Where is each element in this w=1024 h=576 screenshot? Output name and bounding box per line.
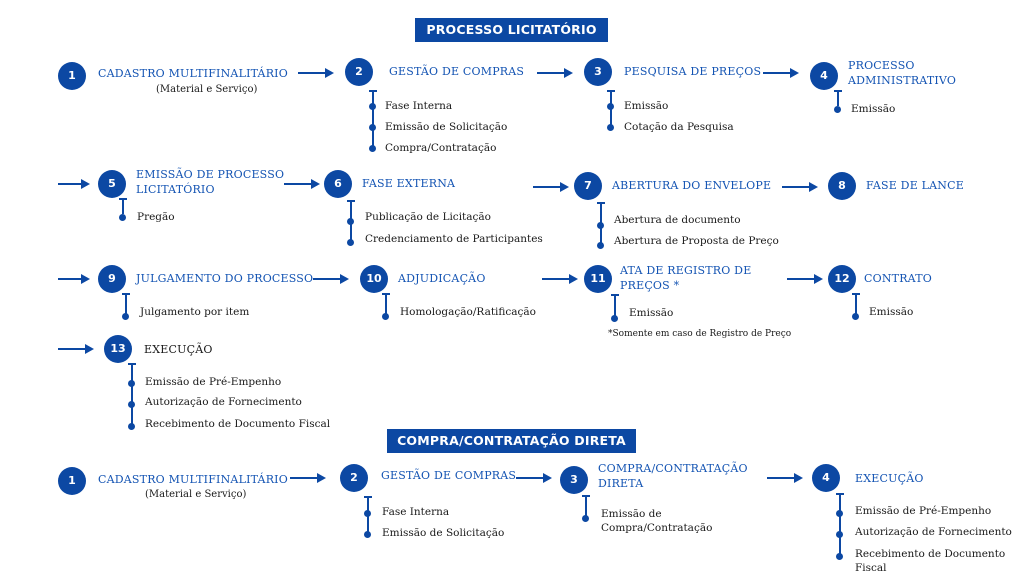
arrow-d2-d3: [516, 473, 552, 483]
bullet: [128, 401, 135, 408]
direct-step-3-title-line1: COMPRA/CONTRATAÇÃO: [598, 462, 748, 475]
bullet: [369, 145, 376, 152]
step-11-footnote: *Somente em caso de Registro de Preço: [608, 329, 792, 339]
step-7-item: Abertura de Proposta de Preço: [614, 235, 779, 247]
direct-step-3-item-line2: Compra/Contratação: [601, 522, 713, 534]
step-13-title: EXECUÇÃO: [144, 343, 213, 356]
bullet: [364, 510, 371, 517]
direct-step-4-item: Emissão de Pré-Empenho: [855, 505, 992, 517]
step-2-item: Fase Interna: [385, 100, 453, 112]
bullet: [369, 103, 376, 110]
step-2-number: 2: [345, 58, 373, 86]
bullet: [369, 124, 376, 131]
bullet: [607, 124, 614, 131]
bullet: [836, 553, 843, 560]
direct-step-4-item: Autorização de Fornecimento: [855, 526, 1012, 538]
step-4-number: 4: [810, 62, 838, 90]
step-12-title: CONTRATO: [864, 272, 932, 285]
step-9-title: JULGAMENTO DO PROCESSO: [136, 272, 314, 285]
step-13-item: Autorização de Fornecimento: [145, 396, 302, 408]
direct-step-2-title: GESTÃO DE COMPRAS: [381, 469, 517, 482]
arrow-5-6: [284, 179, 320, 189]
step-10-number: 10: [360, 265, 388, 293]
step-6-title: FASE EXTERNA: [362, 177, 456, 190]
step-5-item: Pregão: [137, 211, 175, 223]
bullet: [836, 510, 843, 517]
step-6-item: Publicação de Licitação: [365, 211, 491, 223]
step-1-title: CADASTRO MULTIFINALITÁRIO: [98, 67, 288, 80]
direct-step-4-item-wrap-line2: Fiscal: [855, 562, 887, 574]
direct-step-2-number: 2: [340, 464, 368, 492]
step-7-title: ABERTURA DO ENVELOPE: [612, 179, 772, 192]
arrow-3-4: [763, 68, 799, 78]
step-10-title: ADJUDICAÇÃO: [398, 272, 486, 285]
step-8-title: FASE DE LANCE: [866, 179, 964, 192]
step-5-title-line1: EMISSÃO DE PROCESSO: [136, 168, 285, 181]
step-3-title: PESQUISA DE PREÇOS: [624, 65, 762, 78]
arrow-2-3: [537, 68, 573, 78]
step-7-number: 7: [574, 172, 602, 200]
step-1-subtitle: (Material e Serviço): [156, 84, 258, 95]
step-3-item: Emissão: [624, 100, 669, 112]
step-4-title-line2: ADMINISTRATIVO: [848, 74, 957, 87]
step-12-item: Emissão: [869, 306, 914, 318]
bullet: [597, 222, 604, 229]
section-title-compra-direta: COMPRA/CONTRATAÇÃO DIRETA: [387, 429, 636, 453]
step-9-number: 9: [98, 265, 126, 293]
section-title-processo-licitatorio: PROCESSO LICITATÓRIO: [415, 18, 608, 42]
step-11-title-line2: PREÇOS *: [620, 279, 680, 292]
arrow-in-9: [58, 274, 90, 284]
step-4-item: Emissão: [851, 103, 896, 115]
direct-step-4-title: EXECUÇÃO: [855, 472, 924, 485]
arrow-in-13: [58, 344, 94, 354]
bullet: [347, 239, 354, 246]
connector-stem: [385, 293, 387, 315]
bullet: [836, 531, 843, 538]
step-13-item: Emissão de Pré-Empenho: [145, 376, 282, 388]
step-5-number: 5: [98, 170, 126, 198]
arrow-d1-d2: [290, 473, 326, 483]
bullet: [364, 531, 371, 538]
connector-stem: [614, 294, 616, 316]
step-9-item: Julgamento por item: [140, 306, 250, 318]
step-11-title-line1: ATA DE REGISTRO DE: [620, 264, 752, 277]
step-10-item: Homologação/Ratificação: [400, 306, 537, 318]
step-13-item: Recebimento de Documento Fiscal: [145, 418, 331, 430]
direct-step-3-number: 3: [560, 466, 588, 494]
bullet: [128, 380, 135, 387]
step-7-item: Abertura de documento: [614, 214, 741, 226]
connector-stem: [372, 90, 374, 148]
connector-stem: [122, 198, 124, 214]
direct-step-3-title-line2: DIRETA: [598, 477, 644, 490]
bullet: [382, 313, 389, 320]
bullet: [834, 106, 841, 113]
step-11-number: 11: [584, 265, 612, 293]
step-8-number: 8: [828, 172, 856, 200]
bullet: [611, 315, 618, 322]
arrow-10-11: [542, 274, 578, 284]
direct-step-1-subtitle: (Material e Serviço): [145, 489, 247, 500]
bullet: [582, 515, 589, 522]
bullet: [128, 423, 135, 430]
step-6-number: 6: [324, 170, 352, 198]
step-1-number: 1: [58, 62, 86, 90]
connector-stem: [125, 293, 127, 315]
connector-stem: [837, 90, 839, 106]
step-2-title: GESTÃO DE COMPRAS: [389, 65, 525, 78]
direct-step-2-item: Emissão de Solicitação: [382, 527, 505, 539]
step-2-item: Emissão de Solicitação: [385, 121, 508, 133]
step-3-item: Cotação da Pesquisa: [624, 121, 734, 133]
bullet: [347, 218, 354, 225]
connector-stem: [839, 493, 841, 555]
direct-step-4-number: 4: [812, 464, 840, 492]
bullet: [852, 313, 859, 320]
direct-step-1-number: 1: [58, 467, 86, 495]
direct-step-2-item: Fase Interna: [382, 506, 450, 518]
connector-stem: [855, 293, 857, 315]
connector-stem: [585, 495, 587, 517]
bullet: [607, 103, 614, 110]
arrow-1-2: [298, 68, 334, 78]
arrow-7-8: [782, 182, 818, 192]
step-2-item: Compra/Contratação: [385, 142, 497, 154]
arrow-d3-d4: [767, 473, 803, 483]
direct-step-3-item-line1: Emissão de: [601, 508, 662, 520]
arrow-11-12: [787, 274, 823, 284]
arrow-9-10: [313, 274, 349, 284]
connector-stem: [131, 363, 133, 427]
bullet: [122, 313, 129, 320]
direct-step-4-item-wrap-line1: Recebimento de Documento: [855, 548, 1006, 560]
arrow-in-5: [58, 179, 90, 189]
bullet: [119, 214, 126, 221]
step-4-title-line1: PROCESSO: [848, 59, 915, 72]
bullet: [597, 242, 604, 249]
arrow-6-7: [533, 182, 569, 192]
step-11-item: Emissão: [629, 307, 674, 319]
step-5-title-line2: LICITATÓRIO: [136, 183, 215, 196]
direct-step-1-title: CADASTRO MULTIFINALITÁRIO: [98, 473, 288, 486]
step-3-number: 3: [584, 58, 612, 86]
step-13-number: 13: [104, 335, 132, 363]
step-12-number: 12: [828, 265, 856, 293]
step-6-item: Credenciamento de Participantes: [365, 233, 543, 245]
